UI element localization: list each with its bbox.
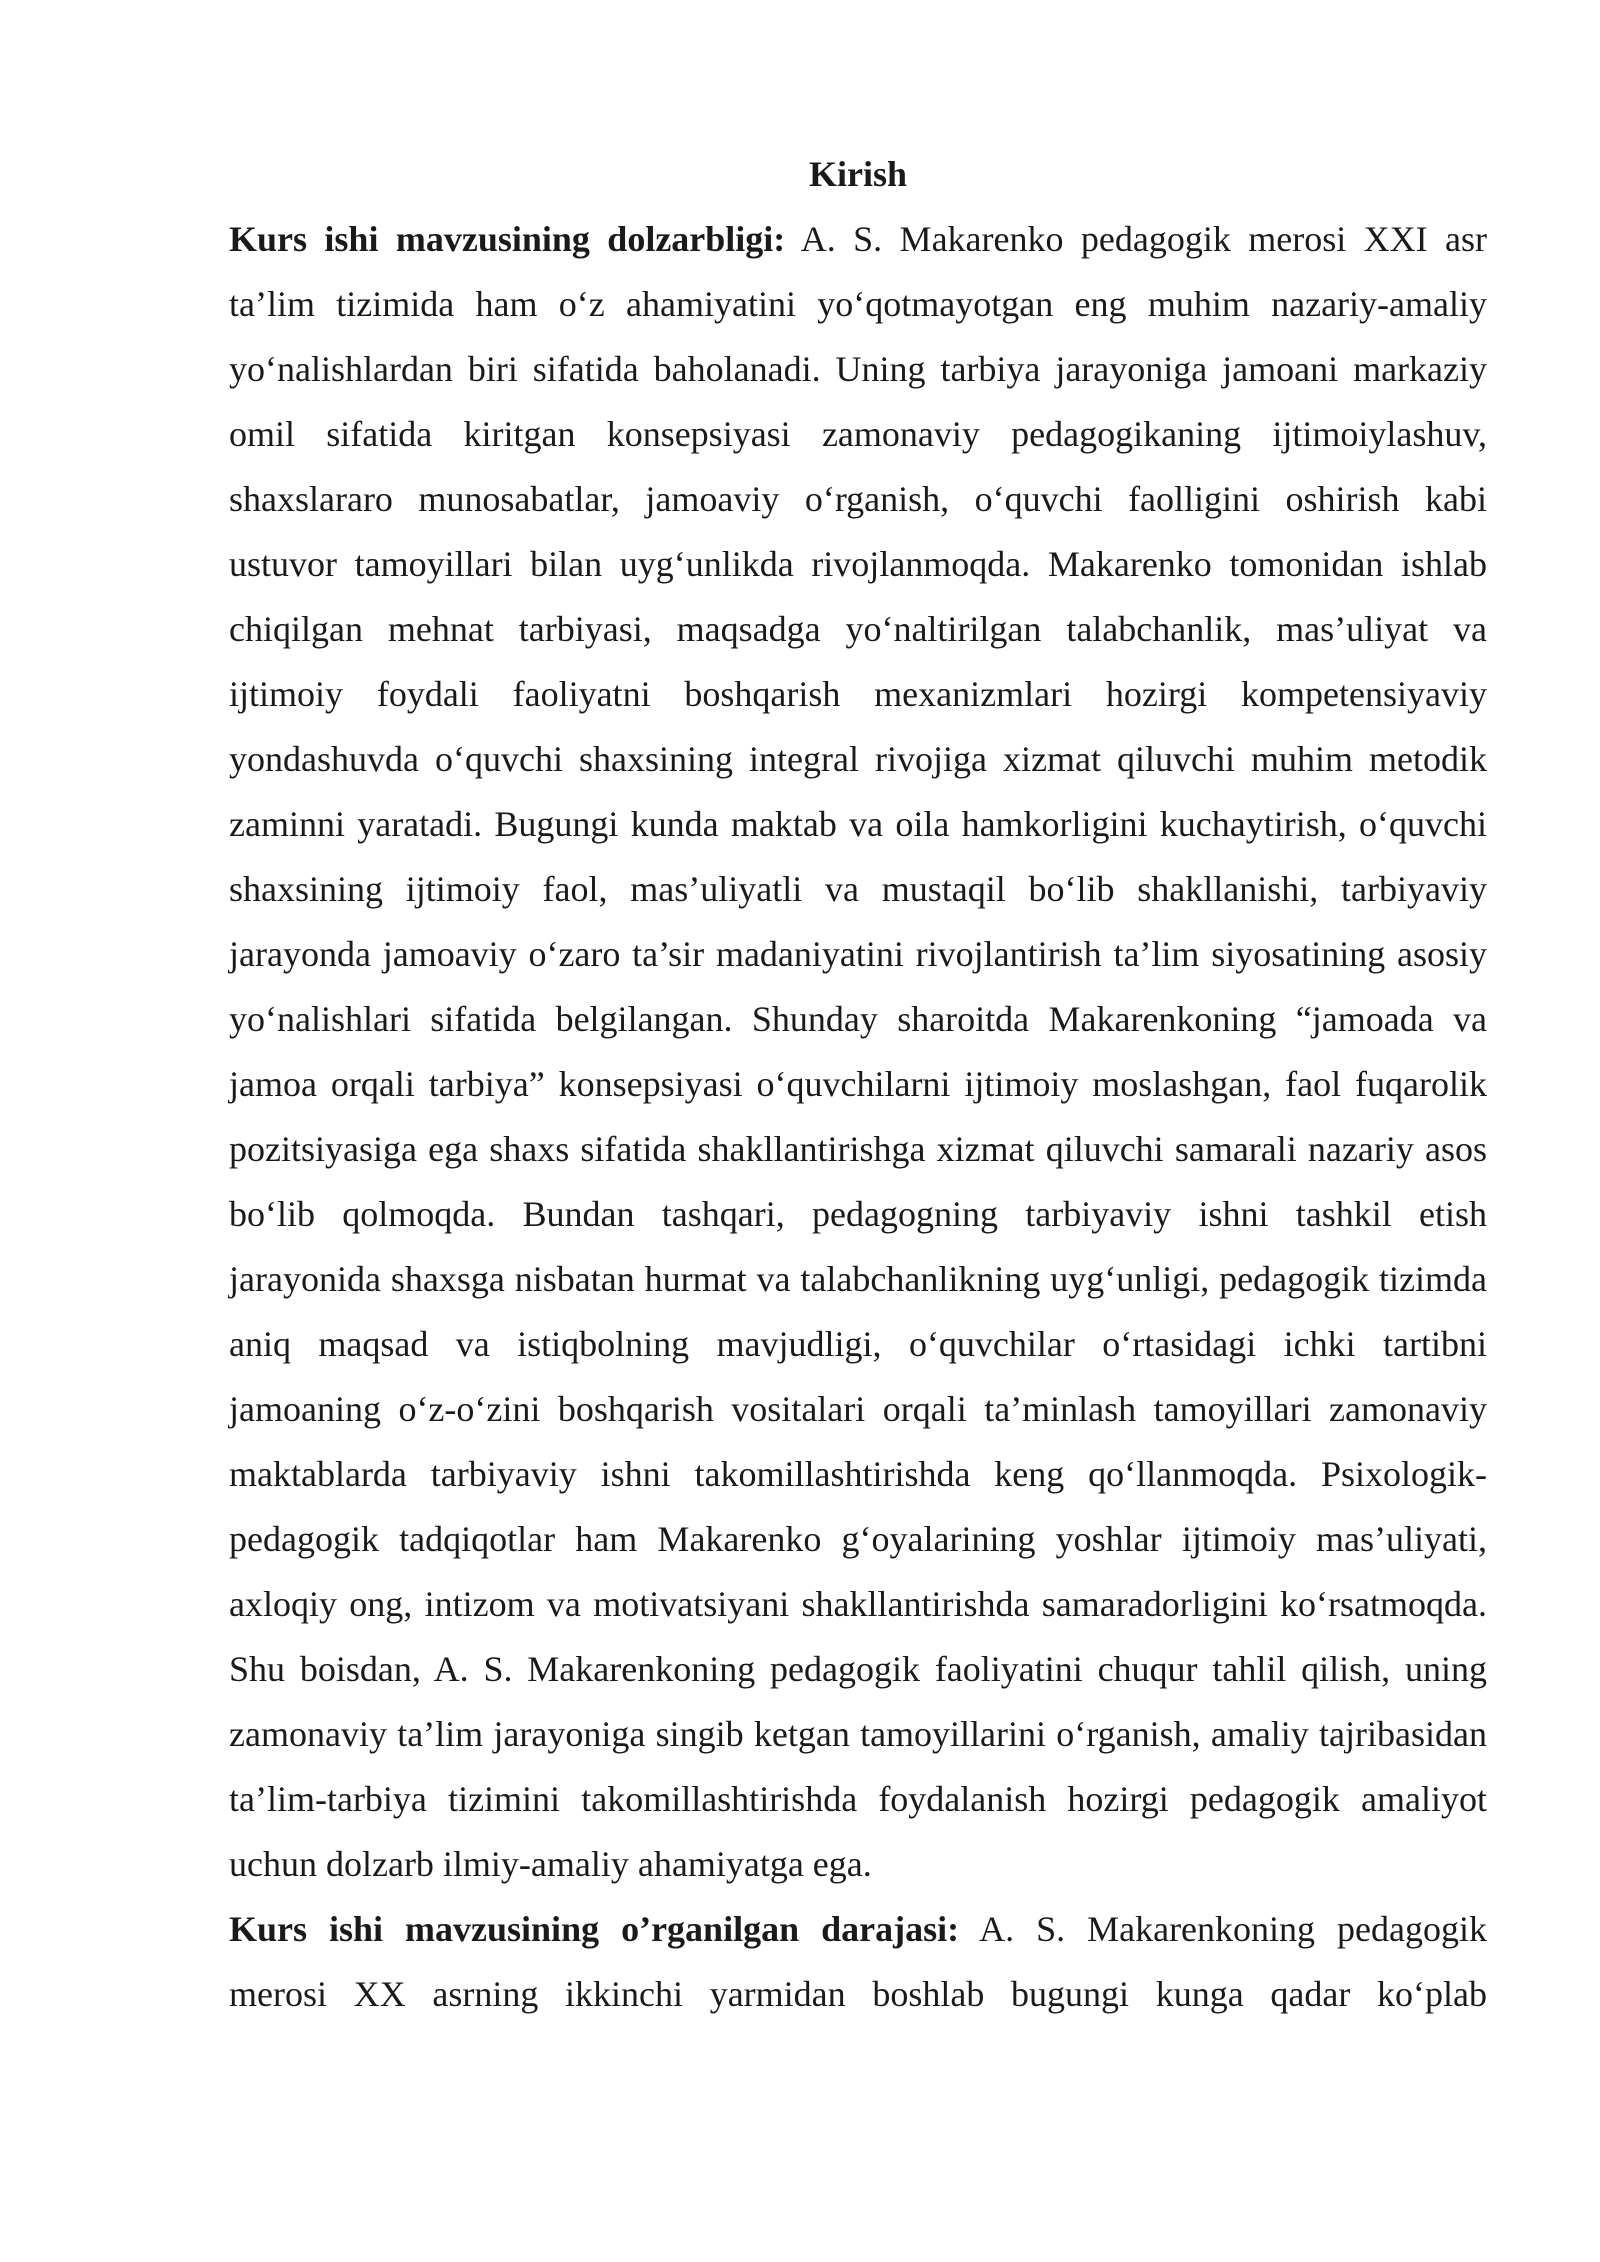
section-heading: Kirish (808, 154, 907, 194)
paragraph-relevance (229, 207, 1487, 1897)
paragraph-text: A. S. Makarenkoning pedagogik merosi XX asrning ikkinchi yarmidan boshlab bugungi kunga qadar ko‘plab (229, 1909, 1487, 2014)
document-body (229, 142, 1487, 2027)
paragraph-study-level (229, 1897, 1487, 2027)
paragraph-lead: Kurs ishi mavzusining dolzarbligi: (229, 219, 786, 259)
paragraph-text: A. S. Makarenko pedagogik merosi XXI asr ta’lim tizimida ham o‘z ahamiyatini yo‘qotmayotgan eng muhim nazariy-amaliy yo‘nalishlardan biri sifatida baholanadi. Uning tarbiya jarayoniga jamoani markaziy omil sifatida kiritgan konsepsiyasi zamonaviy pedagogikaning ijtimoiylashuv, shaxslararo munosabatlar, jamoaviy o‘rganish, o‘quvchi faolligini oshirish kabi ustuvor tamoyillari bilan uyg‘unlikda rivojlanmoqda. Makarenko tomonidan ishlab chiqilgan mehnat tarbiyasi, maqsadga yo‘naltirilgan talabchanlik, mas’uliyat va ijtimoiy foydali faoliyatni boshqarish mexanizmlari hozirgi kompetensiyaviy yondashuvda o‘quvchi shaxsining integral rivojiga xizmat qiluvchi muhim metodik zaminni yaratadi. Bugungi kunda maktab va oila hamkorligini kuchaytirish, o‘quvchi shaxsining ijtimoiy faol, mas’uliyatli va mustaqil bo‘lib shakllanishi, tarbiyaviy jarayonda jamoaviy o‘zaro ta’sir madaniyatini rivojlantirish ta’lim siyosatining asosiy yo‘nalishlari sifatida belgilangan. Shunday sharoitda Makarenkoning “jamoada va jamoa orqali tarbiya” konsepsiyasi o‘quvchilarni ijtimoiy moslashgan, faol fuqarolik pozitsiyasiga ega shaxs sifatida shakllantirishga xizmat qiluvchi samarali nazariy asos bo‘lib qolmoqda. Bundan tashqari, pedagogning tarbiyaviy ishni tashkil etish jarayonida shaxsga nisbatan hurmat va talabchanlikning uyg‘unligi, pedagogik tizimda aniq maqsad va istiqbolning mavjudligi, o‘quvchilar o‘rtasidagi ichki tartibni jamoaning o‘z-o‘zini boshqarish vositalari orqali ta’minlash tamoyillari zamonaviy maktablarda tarbiyaviy ishni takomillashtirishda keng qo‘llanmoqda. Psixologik-pedagogik tadqiqotlar ham Makarenko g‘oyalarining yoshlar ijtimoiy mas’uliyati, axloqiy ong, intizom va motivatsiyani shakllantirishda samaradorligini ko‘rsatmoqda. Shu boisdan, A. S. Makarenkoning pedagogik faoliyatini chuqur tahlil qilish, uning zamonaviy ta’lim jarayoniga singib ketgan tamoyillarini o‘rganish, amaliy tajribasidan ta’lim-tarbiya tizimini takomillashtirishda foydalanish hozirgi pedagogik amaliyot uchun dolzarb ilmiy-amaliy ahamiyatga ega. (229, 219, 1488, 1884)
paragraph-lead: Kurs ishi mavzusining o’rganilgan darajasi: (229, 1909, 960, 1949)
